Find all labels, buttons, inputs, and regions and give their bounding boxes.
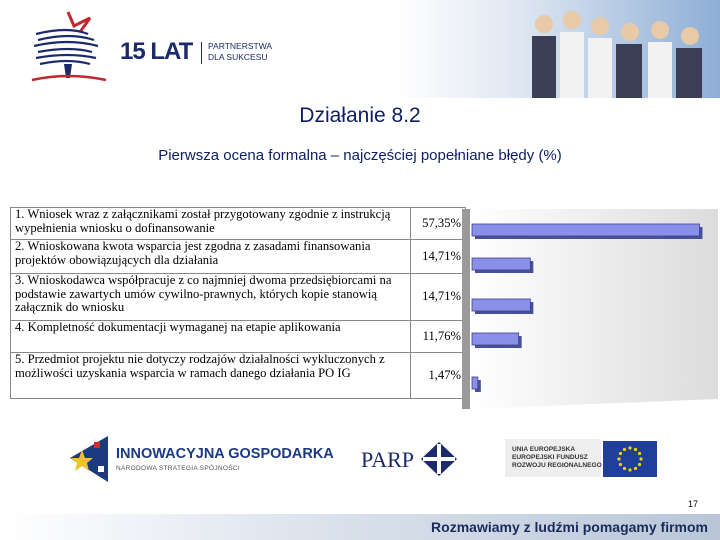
slide-title: Działanie 8.2 (299, 104, 421, 127)
row-value: 57,35% (411, 208, 466, 240)
page-number: 17 (688, 499, 699, 509)
row-value: 14,71% (411, 240, 466, 274)
anniversary-logo-icon (28, 8, 108, 88)
table-row (11, 208, 466, 240)
table-row (11, 274, 466, 321)
eu-star (623, 448, 626, 451)
row-label: 1. Wniosek wraz z załącznikami został przygotowany zgodnie z instrukcją wypełnienia wniosku o dofinansowanie (11, 208, 411, 240)
eu-line2: EUROPEJSKI FUNDUSZ (512, 454, 588, 462)
bar-4 (472, 333, 519, 345)
logo-subtitle-line2: DLA SUKCESU (208, 52, 268, 62)
logo-subtitle-line1: PARTNERSTWA (208, 41, 273, 51)
ig-subtitle: NARODOWA STRATEGIA SPÓJNOŚCI (116, 465, 240, 472)
bar-2 (472, 258, 530, 270)
row-label: 3. Wnioskodawca współpracuje z co najmniej dwoma przedsiębiorcami na podstawie zawartych umów cywilno-prawnych, których kopie stanowią załącznik do wniosku (11, 274, 411, 321)
footer-slogan: Rozmawiamy z ludźmi pomagamy firmom (431, 519, 708, 535)
eu-star (639, 457, 642, 460)
eu-star (619, 452, 622, 455)
row-label: 2. Wnioskowana kwota wsparcia jest zgodna z zasadami finansowania projektów obowiązujących dla działania (11, 240, 411, 274)
row-label: 4. Kompletność dokumentacji wymaganej na etapie aplikowania (11, 321, 411, 353)
errors-bar-chart (462, 203, 718, 409)
parp-mark-icon (421, 442, 457, 476)
eu-star (628, 446, 631, 449)
logo-15-lat: 15 LAT (120, 38, 193, 65)
eu-flag-icon (603, 441, 657, 477)
eu-star (638, 463, 641, 466)
ig-star-icon (68, 436, 110, 482)
table-row (11, 353, 466, 399)
bar-5 (472, 377, 478, 389)
row-label: 5. Przedmiot projektu nie dotyczy rodzajów działalności wykluczonych z możliwości uzyskania wsparcia w ramach danego działania PO IG (11, 353, 411, 399)
eu-star (634, 467, 637, 470)
eu-star (623, 467, 626, 470)
ig-title: INNOWACYJNA GOSPODARKA (116, 446, 334, 462)
logo-subtitle (208, 41, 272, 63)
row-value: 14,71% (411, 274, 466, 321)
row-value: 1,47% (411, 353, 466, 399)
eu-star (628, 468, 631, 471)
eu-star (619, 463, 622, 466)
people-photo (520, 6, 720, 98)
eu-line1: UNIA EUROPEJSKA (512, 446, 576, 453)
bar-3 (472, 299, 530, 311)
chart-axis-wall (462, 209, 470, 409)
eu-text (512, 446, 602, 471)
eu-star (638, 452, 641, 455)
table-row (11, 240, 466, 274)
eu-line3: ROZWOJU REGIONALNEGO (512, 462, 602, 470)
eu-star (634, 448, 637, 451)
logo-separator (201, 42, 202, 64)
parp-logo-text: PARP (361, 447, 415, 472)
slide-subtitle: Pierwsza ocena formalna – najczęściej popełniane błędy (%) (158, 147, 562, 164)
row-value: 11,76% (411, 321, 466, 353)
eu-star (617, 457, 620, 460)
errors-table (10, 207, 466, 399)
table-row (11, 321, 466, 353)
bar-1 (472, 224, 699, 236)
